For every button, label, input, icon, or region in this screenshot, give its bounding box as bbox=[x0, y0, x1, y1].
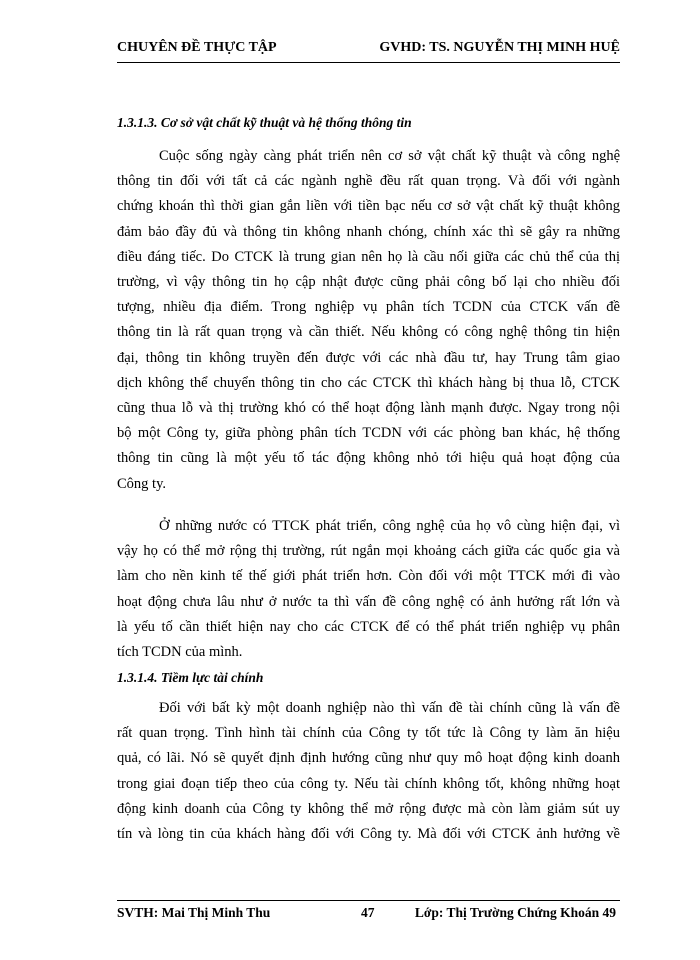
section-heading-1-3-1-4: 1.3.1.4. Tiềm lực tài chính bbox=[117, 670, 264, 685]
header-supervisor: GVHD: TS. NGUYỄN THỊ MINH HUỆ bbox=[379, 40, 620, 55]
text-line: thông tin cũng là một yếu tố tác động không nhỏ tới hiệu quả hoạt động của bbox=[117, 450, 620, 467]
text-line: làm cho nền kinh tế thế giới phát triển hơn. Còn đối với một TTCK mới đi vào bbox=[117, 568, 620, 585]
paragraph bbox=[117, 696, 620, 847]
text-line: điều đáng tiếc. Do CTCK là trung gian nên họ là cầu nối giữa các chủ thể của thị bbox=[117, 248, 620, 265]
text-line: thông tin đối với tất cả các ngành nghề đều rất quan trọng. Và đối với ngành bbox=[117, 173, 620, 190]
footer-student-name: SVTH: Mai Thị Minh Thu bbox=[117, 905, 271, 920]
page-number: 47 bbox=[361, 905, 375, 920]
text-line: quả, có lãi. Nó sẽ quyết định định hướng cũng như quy mô hoạt động kinh doanh bbox=[117, 750, 620, 767]
text-line: tín và lòng tin của khách hàng đối với Công ty. Mà đối với CTCK ảnh hưởng về bbox=[117, 826, 620, 843]
section-heading-1-3-1-3: 1.3.1.3. Cơ sở vật chất kỹ thuật và hệ thống thông tin bbox=[117, 115, 412, 130]
header-course-title: CHUYÊN ĐỀ THỰC TẬP bbox=[117, 40, 277, 55]
text-line: động kinh doanh của Công ty không thể mở rộng được mà còn làm giảm sút uy bbox=[117, 800, 620, 817]
page-header bbox=[117, 40, 620, 63]
footer-class-name: Lớp: Thị Trường Chứng Khoán 49 bbox=[414, 905, 616, 920]
text-line: thông tin là rất quan trọng và cần thiết. Nếu không có công nghệ thông tin hiện bbox=[117, 324, 620, 341]
text-line: dịch không thể chuyển thông tin cho các CTCK thì khách hàng bị thua lỗ, CTCK bbox=[117, 374, 620, 391]
text-line: cũng thua lỗ và thị trường khó có thể hoạt động lành mạnh được. Ngay trong nội bbox=[117, 400, 620, 417]
text-line: đại, thông tin không truyền đến được với các nhà đầu tư, hay Trung tâm giao bbox=[117, 349, 620, 366]
text-line: là yếu tố cần thiết hiện nay cho các CTCK để có thể phát triển nghiệp vụ phân bbox=[117, 618, 620, 635]
paragraph bbox=[117, 144, 620, 497]
paragraph bbox=[117, 514, 620, 665]
text-line: trường, vì vậy thông tin họ cập nhật được cũng phải công bố lại cho nhiều đối bbox=[117, 274, 620, 291]
text-line: bộ một Công ty, giữa phòng phân tích TCDN với các phòng ban khác, hệ thống bbox=[117, 425, 620, 442]
text-line: đảm bảo đầy đủ và thông tin không nhanh chóng, chính xác thì sẽ gây ra những bbox=[117, 223, 620, 240]
page-footer bbox=[117, 900, 620, 925]
text-line: Ở những nước có TTCK phát triển, công nghệ của họ vô cùng hiện đại, vì bbox=[159, 518, 620, 534]
text-line: Công ty. bbox=[117, 475, 167, 492]
text-line: chứng khoán thì thời gian gắn liền với tiền bạc nếu cơ sở vật chất kỹ thuật không bbox=[117, 198, 620, 215]
text-line: hoạt động chưa lâu như ở nước ta thì vấn đề công nghệ có ảnh hưởng rất lớn và bbox=[117, 593, 620, 610]
text-line: trong giai đoạn tiếp theo của công ty. Nếu tài chính không tốt, không những hoạt bbox=[117, 775, 620, 792]
text-line: Cuộc sống ngày càng phát triển nên cơ sở vật chất kỹ thuật và công nghệ bbox=[159, 148, 620, 164]
text-line: vậy họ có thể mở rộng thị trường, rút ngắn mọi khoảng cách giữa các quốc gia và bbox=[117, 543, 620, 560]
text-line: tích TCDN của mình. bbox=[117, 644, 243, 661]
text-line: tượng, nhiều địa điểm. Trong nghiệp vụ phân tích TCDN của CTCK vấn đề bbox=[117, 299, 620, 316]
text-line: Đối với bất kỳ một doanh nghiệp nào thì vấn đề tài chính cũng là vấn đề bbox=[159, 700, 620, 716]
text-line: rất quan trọng. Tình hình tài chính của Công ty tốt tức là Công ty làm ăn hiệu bbox=[117, 725, 620, 742]
